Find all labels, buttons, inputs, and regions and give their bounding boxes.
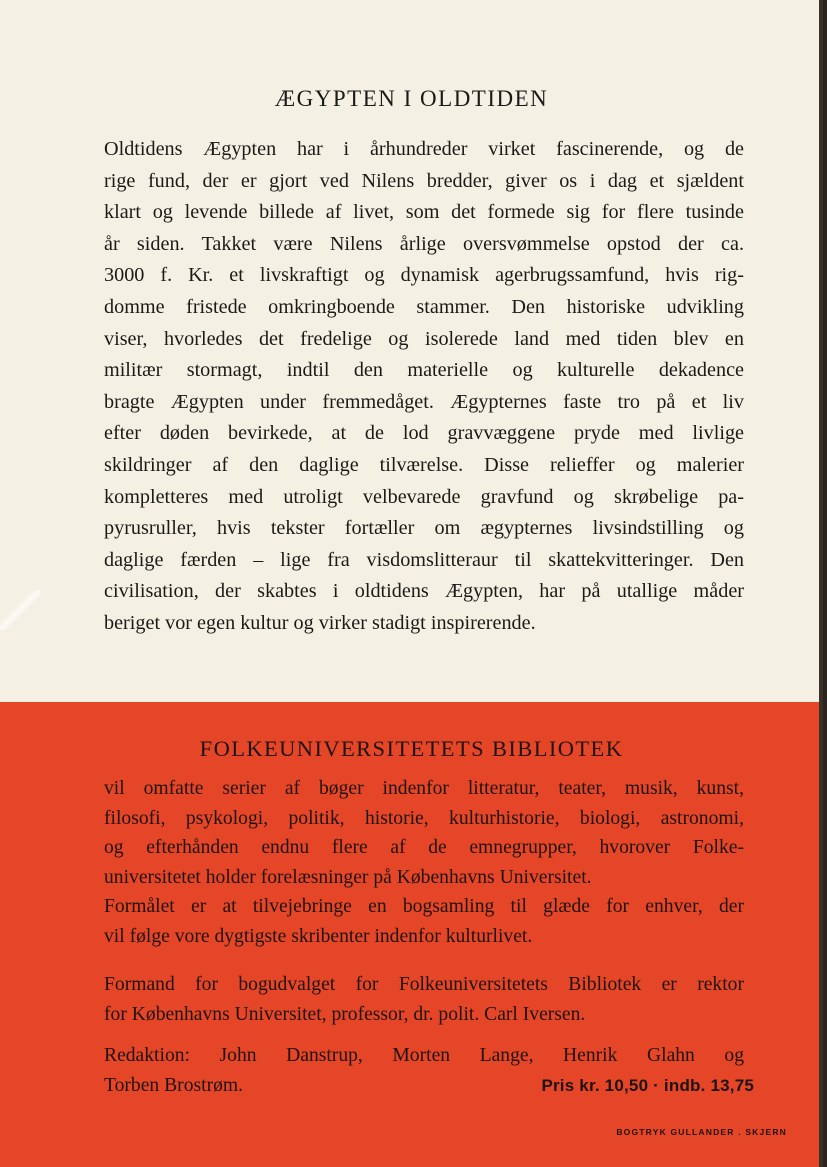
section-title: ÆGYPTEN I OLDTIDEN xyxy=(274,86,549,111)
text-line: vil følge vore dygtigste skribenter indenfor kulturlivet. xyxy=(104,925,533,947)
text-line: skildringer af den daglige tilværelse. Disse relieffer og malerier xyxy=(104,453,744,476)
text-line: klart og levende billede af livet, som det formede sig for flere tusinde xyxy=(104,201,744,224)
text-line: beriget vor egen kultur og virker stadigt inspirerende. xyxy=(104,611,536,634)
editors-price-row xyxy=(104,1071,754,1101)
text-line: år siden. Takket være Nilens årlige oversvømmelse opstod der ca. xyxy=(104,232,744,255)
text-line: vil omfatte serier af bøger indenfor litteratur, teater, musik, kunst, xyxy=(104,778,744,799)
text-line: Torben Brostrøm. xyxy=(104,1074,244,1096)
text-line: Formand for bogudvalget for Folkeuniversitetets Bibliotek er rektor xyxy=(104,974,744,995)
text-line: efter døden bevirkede, at de lod gravvæggene pryde med livlige xyxy=(104,422,744,445)
text-line: Oldtidens Ægypten har i århundreder virket fascinerende, og de xyxy=(104,138,744,160)
printer-imprint: BOGTRYK GULLANDER . SKJERN xyxy=(616,1127,787,1137)
text-line: civilisation, der skabtes i oldtidens Ægypten, har på utallige måder xyxy=(104,580,744,603)
committee-info xyxy=(104,970,744,1029)
text-line: Formålet er at tilvejebringe en bogsamling til glæde for enhver, der xyxy=(104,896,744,918)
text-line: 3000 f. Kr. et livskraftigt og dynamisk agerbrugssamfund, hvis rig- xyxy=(104,264,744,287)
text-line: militær stormagt, indtil den materielle og kulturelle dekadence xyxy=(104,359,744,382)
series-description xyxy=(104,774,744,952)
text-line: universitetet holder forelæsninger på Københavns Universitet. xyxy=(104,866,592,888)
text-line: Redaktion: John Danstrup, Morten Lange, Henrik Glahn og xyxy=(104,1045,744,1066)
price-label: Pris kr. 10,50 · indb. 13,75 xyxy=(541,1075,754,1095)
description-text xyxy=(104,134,744,640)
editors-info xyxy=(104,1041,754,1100)
text-line: daglige færden – lige fra visdomslitteraur til skattekvitteringer. Den xyxy=(104,548,744,571)
text-line: og efterhånden endnu flere af de emnegrupper, hvorover Folke- xyxy=(104,837,744,859)
text-line: rige fund, der er gjort ved Nilens bredder, giver os i dag et sjældent xyxy=(104,169,744,192)
series-title: FOLKEUNIVERSITETETS BIBLIOTEK xyxy=(199,736,624,761)
series-band xyxy=(0,702,823,1167)
text-line: domme fristede omkringboende stammer. Den historiske udvikling xyxy=(104,295,744,318)
text-line: viser, hvorledes det fredelige og isolerede land med tiden blev en xyxy=(104,327,744,350)
cover-edge xyxy=(819,0,823,1167)
text-line: for Københavns Universitet, professor, dr. polit. Carl Iversen. xyxy=(104,1003,586,1025)
paper-wear-mark xyxy=(0,590,40,630)
text-line: pyrusruller, hvis tekster fortæller om ægypternes livsindstilling og xyxy=(104,517,744,540)
text-line: kompletteres med utroligt velbevarede gravfund og skrøbelige pa- xyxy=(104,485,744,508)
text-line: filosofi, psykologi, politik, historie, kulturhistorie, biologi, astronomi, xyxy=(104,807,744,829)
text-line: bragte Ægypten under fremmedåget. Ægypternes faste tro på et liv xyxy=(104,390,744,413)
